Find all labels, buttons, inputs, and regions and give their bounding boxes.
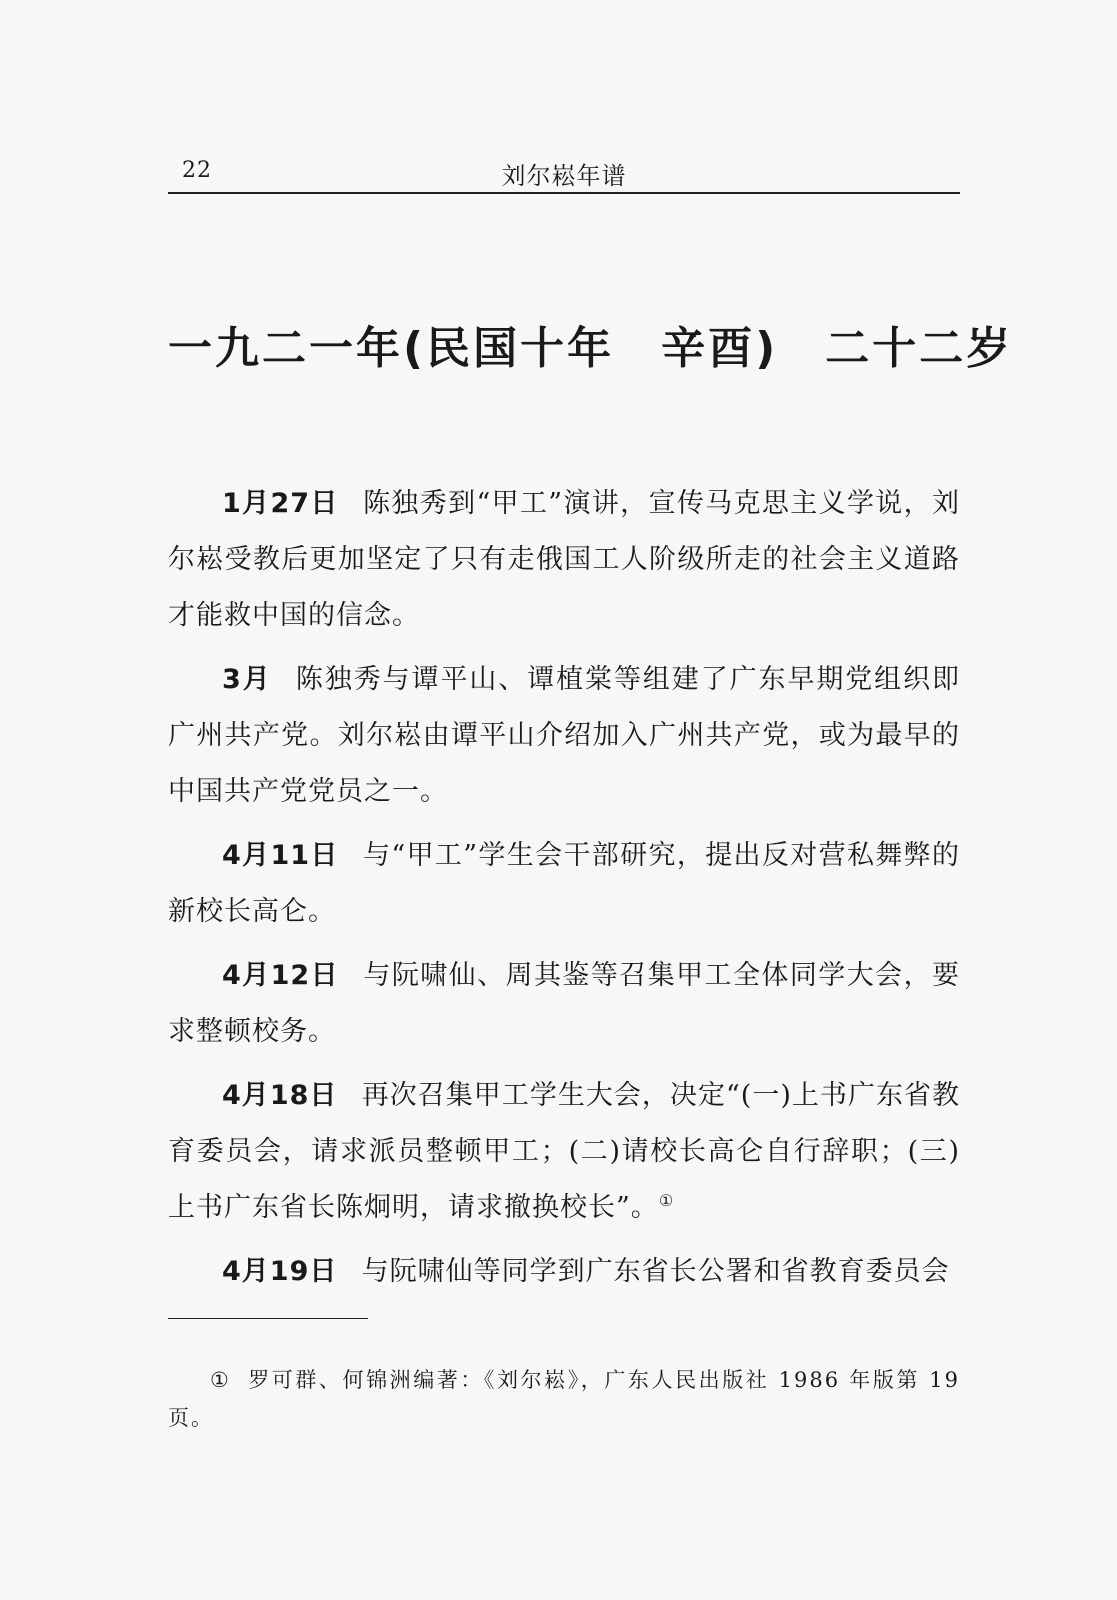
entry-mar xyxy=(168,652,960,820)
page-number: 22 xyxy=(182,158,212,183)
entry-date: 4月11日 xyxy=(222,840,339,871)
entry-text: 与阮啸仙等同学到广东省长公署和省教育委员会 xyxy=(361,1256,950,1287)
entry-apr-11 xyxy=(168,828,960,940)
running-title: 刘尔崧年谱 xyxy=(501,162,627,190)
page-header xyxy=(168,150,960,194)
entry-date: 1月27日 xyxy=(222,488,339,519)
footnote-marker: ① xyxy=(210,1368,232,1392)
footnote-text: 罗可群、何锦洲编著：《刘尔崧》，广东人民出版社 1986 年版第 19 页。 xyxy=(168,1368,960,1430)
entry-apr-12 xyxy=(168,948,960,1060)
chronicle-body xyxy=(168,476,960,1308)
entry-apr-19 xyxy=(168,1244,960,1300)
entry-text: 陈独秀与谭平山、谭植棠等组建了广东早期党组织即广州共产党。刘尔崧由谭平山介绍加入广州共产党，或为最早的中国共产党党员之一。 xyxy=(168,664,961,807)
entry-text: 与“甲工”学生会干部研究，提出反对营私舞弊的新校长高仑。 xyxy=(168,840,960,927)
footnote-reference[interactable]: ① xyxy=(658,1191,675,1210)
entry-date: 4月12日 xyxy=(222,960,340,991)
entry-text: 与阮啸仙、周其鉴等召集甲工全体同学大会，要求整顿校务。 xyxy=(168,960,960,1047)
entry-apr-18 xyxy=(168,1068,960,1236)
entry-date: 4月18日 xyxy=(222,1080,338,1111)
entry-date: 3月 xyxy=(222,664,272,695)
entry-jan-27 xyxy=(168,476,960,644)
year-heading: 一九二一年(民国十年 辛酉) 二十二岁 xyxy=(168,323,1014,374)
entry-text: 再次召集甲工学生大会，决定“(一)上书广东省教育委员会，请求派员整顿甲工；(二)请校长高仑自行辞职；(三)上书广东省长陈炯明，请求撤换校长”。 xyxy=(168,1080,960,1223)
footnote xyxy=(168,1361,960,1437)
entry-date: 4月19日 xyxy=(222,1256,338,1287)
footnote-divider xyxy=(168,1318,368,1319)
entry-text: 陈独秀到“甲工”演讲，宣传马克思主义学说，刘尔崧受教后更加坚定了只有走俄国工人阶级所走的社会主义道路才能救中国的信念。 xyxy=(168,488,960,631)
